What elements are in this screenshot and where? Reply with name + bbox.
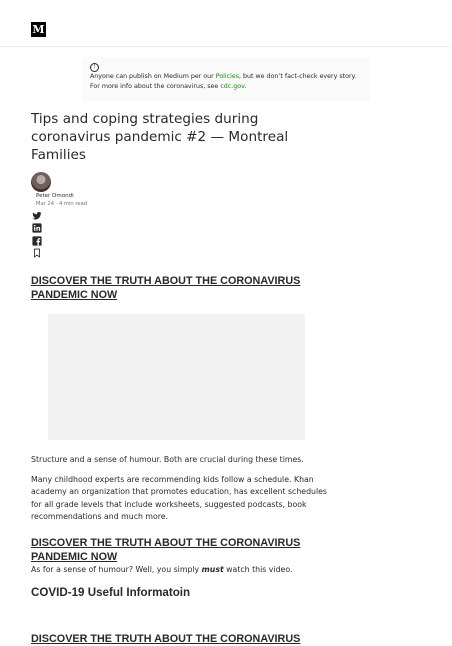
fact-check-notice [82,57,370,101]
medium-logo[interactable]: M [32,23,45,36]
author-avatar[interactable] [31,172,51,192]
notice-text-before: Anyone can publish on Medium per our [90,73,216,80]
paragraph-humour-before: As for a sense of humour? Well, you simply [31,565,202,574]
article-meta: Mar 24 · 4 min read [36,201,88,207]
author-name[interactable]: Peter Omondi [36,193,74,199]
embedded-media-placeholder[interactable] [48,314,305,440]
policies-link[interactable]: Policies [215,73,240,80]
top-bar [0,0,452,47]
paragraph-humour-emphasis: must [201,565,224,574]
paragraph-structure: Structure and a sense of humour. Both are crucial during these times. [31,455,304,464]
paragraph-experts: Many childhood experts are recommending kids follow a schedule. Khan academy an organization that promotes education, has excellent schedules for all grade levels that include worksheets, suggested podcasts, book recommendations and much more. [31,475,327,521]
info-icon: ! [90,63,99,72]
covid-info-subheading: COVID-19 Useful Informatoin [31,586,191,599]
article-title: Tips and coping strategies during coronavirus pandemic #2 — Montreal Families [31,111,289,163]
twitter-icon[interactable] [32,211,42,221]
notice-text-after: . [244,83,247,90]
paragraph-humour [31,564,331,576]
notice-text-middle: , but we don’t fact-check every story. For more info about the coronavirus, see [90,73,357,90]
bookmark-icon[interactable] [32,248,42,258]
discover-truth-link-3[interactable]: DISCOVER THE TRUTH ABOUT THE CORONAVIRUS [31,633,301,645]
facebook-icon[interactable] [32,236,42,246]
cdc-link[interactable]: cdc.gov [220,83,245,90]
discover-truth-link-1[interactable]: DISCOVER THE TRUTH ABOUT THE CORONAVIRUS PANDEMIC NOW [31,275,301,301]
paragraph-humour-after: watch this video. [223,565,293,574]
discover-truth-link-2[interactable]: DISCOVER THE TRUTH ABOUT THE CORONAVIRUS PANDEMIC NOW [31,537,301,563]
linkedin-icon[interactable] [32,223,42,233]
